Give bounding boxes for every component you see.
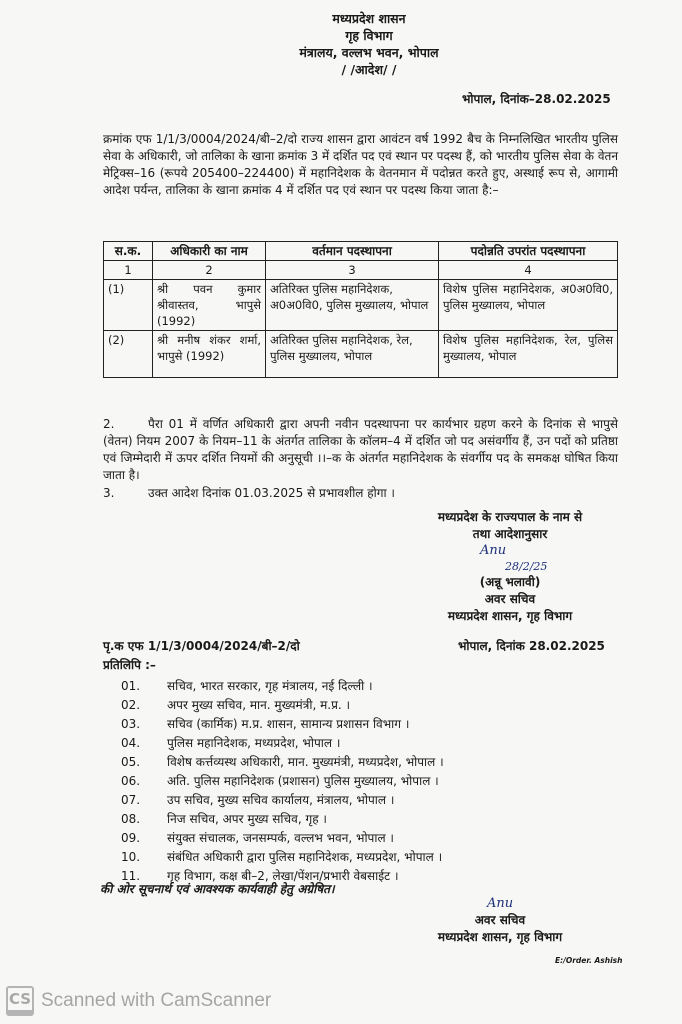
table-cell-new-posting: विशेष पुलिस महानिदेशक, रेल, पुलिस मुख्यालय, भोपाल: [439, 331, 618, 378]
office-address: मंत्रालय, वल्लभ भवन, भोपाल: [299, 45, 439, 60]
item-number: 11.: [121, 869, 141, 883]
item-number: 03.: [121, 717, 141, 731]
promotion-table: [103, 241, 618, 378]
paragraph-text: पैरा 01 में वर्णित अधिकारी द्वारा अपनी नवीन पदस्थापना पर कार्यभार ग्रहण करने के दिनांक से भापुसे (वेतन) नियम 2007 के नियम–11 के अंतर्गत तालिका के कॉलम–4 में दर्शित जो पद असंवर्गीय हैं, उन पदों को प्रतिष्ठा एवं जिम्मेदारी में ऊपर दर्शित नियमों की अनुसूची ।।–क के अंतर्गत महानिदेशक के संवर्गीय पद के समकक्ष घोषित किया जाता है।: [103, 417, 618, 482]
signatory-designation: अवर सचिव: [474, 913, 526, 927]
item-number: 07.: [121, 793, 141, 807]
table-cell-current-posting: अतिरिक्त पुलिस महानिदेशक, रेल, पुलिस मुख्यालय, भोपाल: [266, 331, 439, 378]
camscanner-logo-icon: CS: [6, 986, 34, 1016]
item-text: संयुक्त संचालक, जनसम्पर्क, वल्लभ भवन, भोपाल ।: [167, 831, 394, 845]
item-number: 05.: [121, 755, 141, 769]
handwritten-signature: Anu: [487, 896, 514, 911]
item-text: सचिव, भारत सरकार, गृह मंत्रालय, नई दिल्ली ।: [167, 679, 373, 693]
table-cell-current-posting: अतिरिक्त पुलिस महानिदेशक, अ0अ0वि0, पुलिस मुख्यालय, भोपाल: [266, 280, 439, 331]
list-item: [121, 772, 444, 791]
authority-line-2: तथा आदेशानुसार: [472, 527, 548, 541]
forwarding-note: की ओर सूचनार्थ एवं आवश्यक कार्यवाही हेतु अग्रेषित।: [100, 882, 335, 896]
table-cell-officer-name: श्री पवन कुमार श्रीवास्तव, भापुसे (1992): [153, 280, 266, 331]
list-item: [121, 696, 444, 715]
item-text: निज सचिव, अपर मुख्य सचिव, गृह ।: [167, 812, 327, 826]
signatory-department: मध्यप्रदेश शासन, गृह विभाग: [447, 609, 573, 623]
table-cell-new-posting: विशेष पुलिस महानिदेशक, अ0अ0वि0, पुलिस मुख्यालय, भोपाल: [439, 280, 618, 331]
endorsement-reference: पृ.क एफ 1/1/3/0004/2024/बी–2/दो: [103, 639, 300, 653]
item-text: विशेष कर्त्तव्यस्थ अधिकारी, मान. मुख्यमंत्री, मध्यप्रदेश, भोपाल ।: [167, 755, 444, 769]
item-number: 10.: [121, 850, 141, 864]
government-name: मध्यप्रदेश शासन: [332, 11, 406, 26]
table-cell-officer-name: श्री मनीष शंकर शर्मा, भापुसे (1992): [153, 331, 266, 378]
copy-to-label: प्रतिलिपि :–: [103, 658, 156, 672]
signature-date: 28/2/25: [505, 560, 548, 573]
table-column-number-row: [104, 261, 618, 280]
endorsement-signatory-block: [400, 912, 600, 946]
file-reference: E:/Order. Ashish: [555, 956, 623, 965]
item-text: पुलिस महानिदेशक, मध्यप्रदेश, भोपाल ।: [167, 736, 341, 750]
table-header: स.क.: [104, 242, 153, 261]
column-number: 2: [153, 261, 266, 280]
endorsement-date: भोपाल, दिनांक 28.02.2025: [458, 639, 605, 653]
item-text: अपर मुख्य सचिव, मान. मुख्यमंत्री, म.प्र. ।: [167, 698, 351, 712]
table-row: [104, 331, 618, 378]
item-text: गृह विभाग, कक्ष बी–2, लेखा/पेंशन/प्रभारी वेबसाईट ।: [167, 869, 399, 883]
item-text: सचिव (कार्मिक) म.प्र. शासन, सामान्य प्रशासन विभाग ।: [167, 717, 410, 731]
table-header-row: [104, 242, 618, 261]
paragraph-number: 2.: [103, 417, 115, 431]
signatory-block: [380, 574, 640, 625]
authority-line: [380, 509, 640, 543]
list-item: [121, 753, 444, 772]
item-number: 02.: [121, 698, 141, 712]
letterhead: [28, 10, 682, 78]
signatory-department: मध्यप्रदेश शासन, गृह विभाग: [437, 930, 563, 944]
paragraph-1: क्रमांक एफ 1/1/3/0004/2024/बी–2/दो राज्य शासन द्वारा आवंटन वर्ष 1992 बैच के निम्नलिखित भारतीय पुलिस सेवा के अधिकारी, जो तालिका के खाना क्रमांक 3 में दर्शित पद एवं स्थान पर पदस्थ हैं, को भारतीय पुलिस सेवा के वेतन मेट्रिक्स–16 (रूपये 205400–224400) में महानिदेशक के वेतनमान में पदोन्नत करते हुए, अस्थाई रूप से, आगामी आदेश पर्यन्त, तालिका के खाना क्रमांक 4 में दर्शित पद एवं स्थान पर पदस्थ किया जाता है:–: [103, 132, 618, 197]
paragraph-2: [103, 416, 618, 484]
list-item: [121, 810, 444, 829]
item-number: 01.: [121, 679, 141, 693]
item-text: अति. पुलिस महानिदेशक (प्रशासन) पुलिस मुख्यालय, भोपाल ।: [167, 774, 439, 788]
signatory-name: (अन्नू भलावी): [479, 575, 541, 589]
list-item: [121, 848, 444, 867]
department-name: गृह विभाग: [345, 28, 393, 43]
table-header: अधिकारी का नाम: [153, 242, 266, 261]
handwritten-signature: Anu: [480, 543, 507, 558]
table-header: वर्तमान पदस्थापना: [266, 242, 439, 261]
list-item: [121, 791, 444, 810]
copy-recipients-list: [121, 677, 444, 886]
camscanner-watermark: [6, 986, 271, 1016]
table-row: [104, 280, 618, 331]
paragraph-number: 3.: [103, 486, 115, 500]
authority-line-1: मध्यप्रदेश के राज्यपाल के नाम से: [437, 510, 583, 524]
table-cell-serial: (2): [104, 331, 153, 378]
item-number: 04.: [121, 736, 141, 750]
column-number: 3: [266, 261, 439, 280]
table-header: पदोन्नति उपरांत पदस्थापना: [439, 242, 618, 261]
item-number: 06.: [121, 774, 141, 788]
list-item: [121, 715, 444, 734]
table-cell-serial: (1): [104, 280, 153, 331]
item-text: संबंधित अधिकारी द्वारा पुलिस महानिदेशक, मध्यप्रदेश, भोपाल ।: [167, 850, 443, 864]
paragraph-3: [103, 485, 618, 502]
item-number: 09.: [121, 831, 141, 845]
list-item: [121, 734, 444, 753]
item-text: उप सचिव, मुख्य सचिव कार्यालय, मंत्रालय, भोपाल ।: [167, 793, 395, 807]
column-number: 4: [439, 261, 618, 280]
list-item: [121, 677, 444, 696]
watermark-text: Scanned with CamScanner: [41, 990, 272, 1011]
paragraph-text: उक्त आदेश दिनांक 01.03.2025 से प्रभावशील होगा ।: [148, 486, 395, 500]
list-item: [121, 829, 444, 848]
order-date: भोपाल, दिनांक–28.02.2025: [462, 92, 611, 106]
column-number: 1: [104, 261, 153, 280]
signatory-designation: अवर सचिव: [484, 592, 536, 606]
document-type: / /आदेश/ /: [341, 62, 397, 77]
item-number: 08.: [121, 812, 141, 826]
